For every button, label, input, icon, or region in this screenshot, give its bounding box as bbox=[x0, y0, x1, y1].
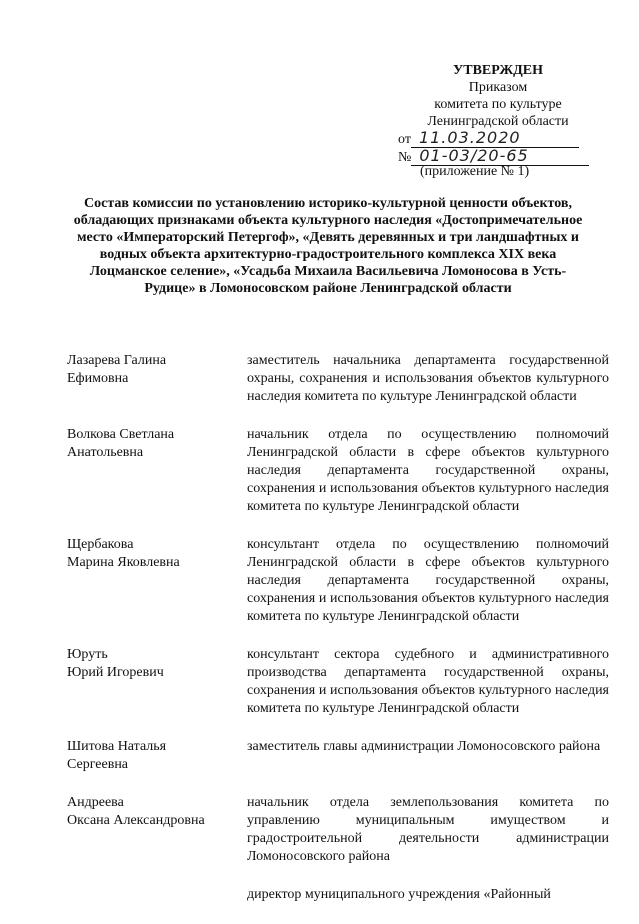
approval-line-1: Приказом bbox=[468, 80, 528, 95]
member-name: Лазарева Галина Ефимовна bbox=[67, 353, 167, 386]
date-prefix: от bbox=[398, 132, 411, 147]
number-prefix: № bbox=[398, 150, 412, 165]
approval-block bbox=[398, 62, 598, 130]
approval-number-handwritten: 01-03/20-65 bbox=[411, 146, 589, 166]
approval-date-handwritten: 11.03.2020 bbox=[411, 128, 579, 148]
member-row bbox=[67, 646, 609, 718]
approval-number-row bbox=[398, 146, 589, 166]
member-position: консультант отдела по осуществлению полномочий Ленинградской области в сфере объектов культурного наследия департамента государственной охраны, сохранения и использования объектов культурного наследия комитета по культуре Ленинградской области bbox=[247, 537, 609, 624]
member-row bbox=[67, 536, 609, 626]
member-name: Андреева Оксана Александровна bbox=[67, 795, 205, 828]
member-name: Щербакова Марина Яковлевна bbox=[67, 537, 180, 570]
member-row bbox=[67, 738, 609, 774]
member-name: Юруть Юрий Игоревич bbox=[67, 647, 164, 680]
member-row bbox=[67, 426, 609, 516]
member-row bbox=[67, 352, 609, 406]
member-row bbox=[67, 794, 609, 866]
approval-date-row bbox=[398, 128, 579, 148]
member-position: заместитель начальника департамента государственной охраны, сохранения и использования объектов культурного наследия комитета по культуре Ленинградской области bbox=[247, 353, 609, 404]
approval-line-2: комитета по культуре bbox=[434, 97, 562, 112]
member-row bbox=[67, 886, 609, 904]
member-name bbox=[67, 886, 247, 904]
approval-line-3: Ленинградской области bbox=[427, 114, 569, 129]
member-position: заместитель главы администрации Ломоносовского района bbox=[247, 739, 601, 754]
member-name: Волкова Светлана Анатольевна bbox=[67, 427, 175, 460]
member-name: Шитова Наталья Сергеевна bbox=[67, 739, 167, 772]
member-position: начальник отдела по осуществлению полномочий Ленинградской области в сфере объектов культурного наследия департамента государственной охраны, сохранения и использования объектов культурного наследия комитета по культуре Ленинградской области bbox=[247, 427, 609, 514]
member-position: консультант сектора судебного и административного производства департамента государственной охраны, сохранения и использования объектов культурного наследия комитета по культуре Ленинградской области bbox=[247, 647, 609, 716]
member-position: начальник отдела землепользования комитета по управлению муниципальным имуществом и градостроительной деятельности администрации Ломоносовского района bbox=[247, 795, 609, 864]
commission-members-list bbox=[67, 352, 609, 924]
member-position: директор муниципального учреждения «Районный bbox=[247, 887, 551, 902]
document-title: Состав комиссии по установлению историко-культурной ценности объектов, обладающих признаками объекта культурного наследия «Достопримечательное место «Императорский Петергоф», «Девять деревянных и три ландшафтных и водных объекта архитектурно-градостроительного комплекса XIX века Лоцманское селение», «Усадьба Михаила Васильевича Ломоносова в Усть-Рудице» в Ломоносовском районе Ленинградской области bbox=[73, 196, 583, 296]
approval-heading: УТВЕРЖДЕН bbox=[452, 63, 544, 78]
annex-label: (приложение № 1) bbox=[420, 164, 530, 179]
